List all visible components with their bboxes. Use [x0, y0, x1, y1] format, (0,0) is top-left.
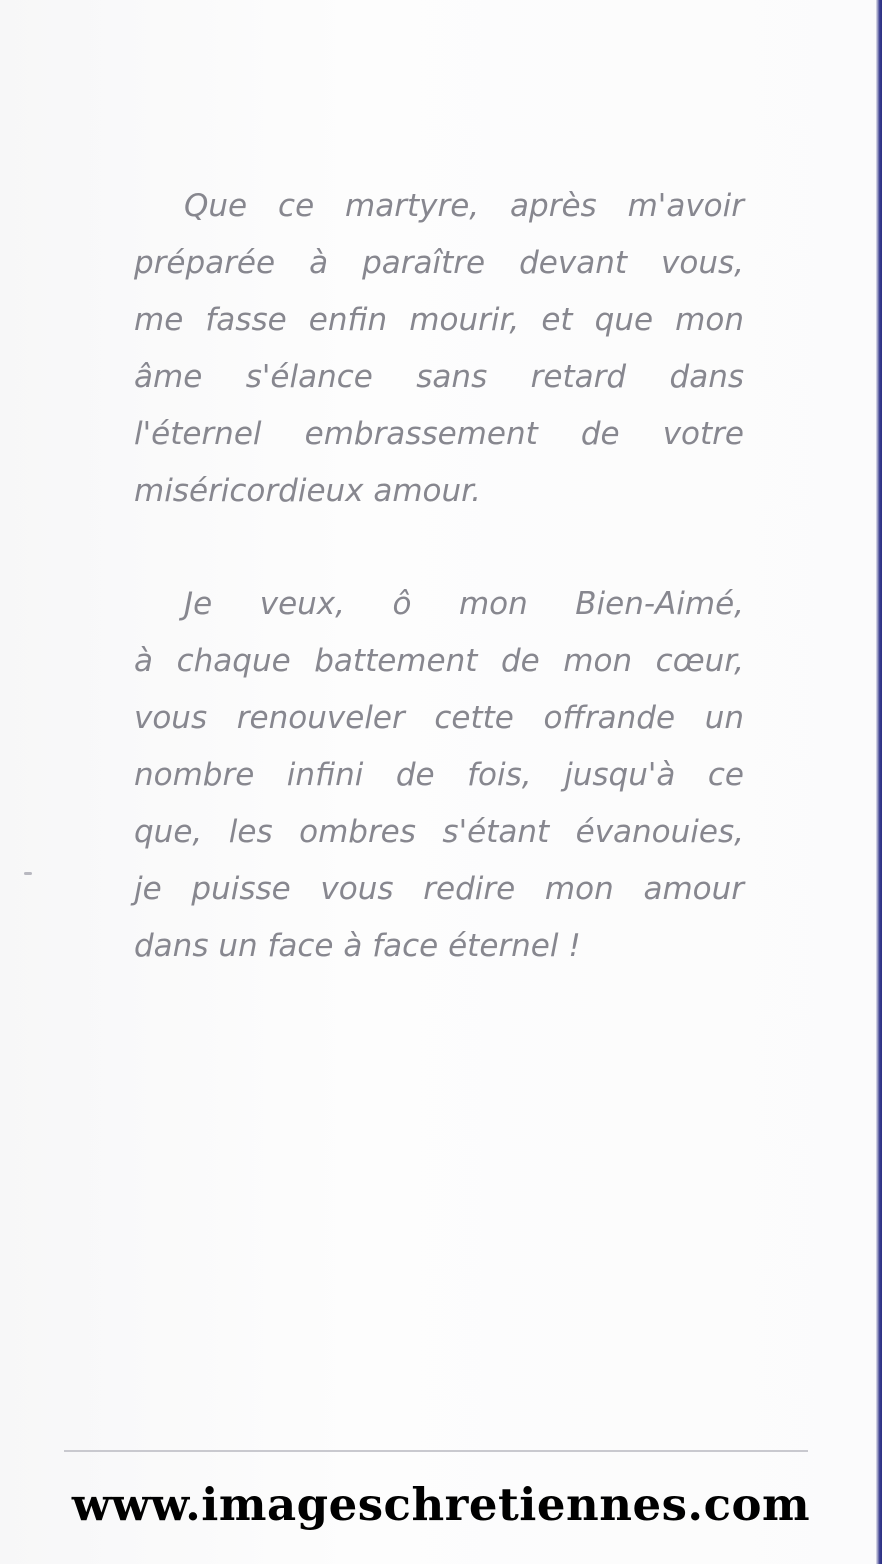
paragraph-line: préparée à paraître devant vous, [134, 245, 744, 281]
paragraph-line: dans un face à face éternel ! [134, 928, 581, 964]
paragraph-line: nombre infini de fois, jusqu'à ce [134, 757, 744, 793]
paragraph-line: que, les ombres s'étant évanouies, [134, 814, 744, 850]
paragraph-line: Je veux, ô mon Bien-Aimé, [184, 586, 744, 622]
prayer-paragraph-2 [134, 576, 744, 975]
footer-rule [64, 1450, 808, 1452]
card-edge-border [876, 0, 882, 1564]
paragraph-line: l'éternel embrassement de votre [134, 416, 744, 452]
paragraph-line: me fasse enfin mourir, et que mon [134, 302, 744, 338]
paragraph-line: âme s'élance sans retard dans [134, 359, 744, 395]
paragraph-line: Que ce martyre, après m'avoir [184, 188, 744, 224]
paragraph-line: vous renouveler cette offrande un [134, 700, 744, 736]
dust-speck [24, 872, 32, 875]
paragraph-line: je puisse vous redire mon amour [134, 871, 744, 907]
watermark-url: www.imageschretiennes.com [71, 1478, 811, 1531]
paragraph-line: miséricordieux amour. [134, 473, 481, 509]
paragraph-line: à chaque battement de mon cœur, [134, 643, 744, 679]
prayer-paragraph-1 [134, 178, 744, 520]
